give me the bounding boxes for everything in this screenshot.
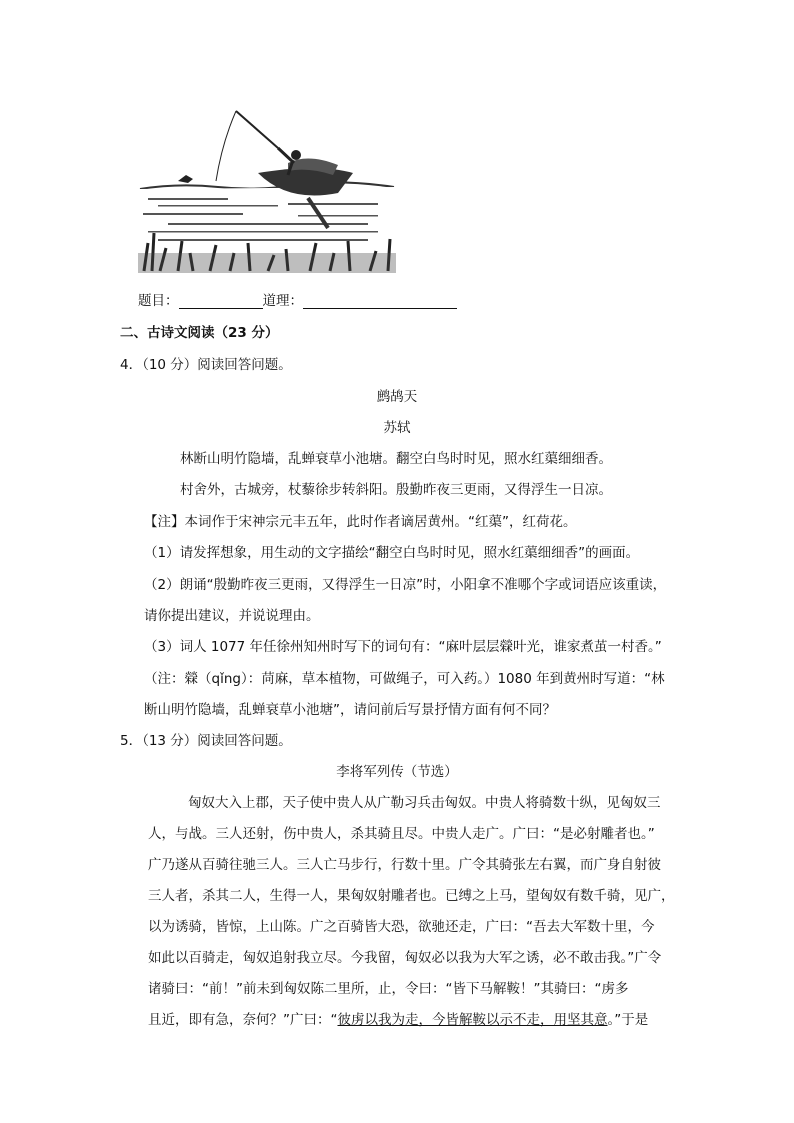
reason-blank[interactable] [303,294,457,309]
q4-sub3-line1: （3）词人 1077 年任徐州知州时写下的词句有：“麻叶层层檾叶光，谁家煮茧一村香。” [144,639,662,655]
q4-sub1: （1）请发挥想象，用生动的文字描绘“翻空白鸟时时见，照水红蕖细细香”的画面。 [144,545,640,561]
passage-line: 诸骑曰：“前！”前未到匈奴陈二里所，止，令曰：“皆下马解鞍！”其骑曰：“虏多 [148,981,629,997]
fishing-illustration [138,103,396,273]
passage-line: 以为诱骑，皆惊，上山陈。广之百骑皆大恐，欲驰还走，广曰：“吾去大军数十里，今 [148,919,655,935]
passage-title: 李将军列传（节选） [336,764,458,780]
section-heading: 二、古诗文阅读（23 分） [120,325,279,341]
poem-title: 鹧鸪天 [376,389,418,405]
passage-last-line [148,1008,648,1028]
underlined-sentence: 彼虏以我为走，今皆解鞍以示不走，用坚其意 [337,1012,608,1028]
title-label: 题目： [138,293,179,309]
q4-sub3-line2: （注：檾（qǐng）：苘麻，草本植物，可做绳子，可入药。）1080 年到黄州时写道：“林 [144,671,665,687]
passage-text: 且近，即有急，奈何？”广曰：“ [148,1012,338,1028]
passage-line: 广乃遂从百骑往驰三人。三人亡马步行，行数十里。广令其骑张左右翼，而广身自射彼 [148,857,661,873]
poem-note: 【注】本词作于宋神宗元丰五年，此时作者谪居黄州。“红蕖”，红荷花。 [144,514,577,530]
q4-sub3-line3: 断山明竹隐墙，乱蝉衰草小池塘”，请问前后写景抒情方面有何不同？ [144,702,556,718]
passage-line: 匈奴大入上郡，天子使中贵人从广勒习兵击匈奴。中贵人将骑数十纵，见匈奴三 [188,795,661,811]
q4-sub2-line2: 请你提出建议，并说说理由。 [144,608,320,624]
title-blank[interactable] [179,294,263,309]
passage-line: 如此以百骑走，匈奴追射我立尽。今我留，匈奴必以我为大军之诱，必不敢击我。”广令 [148,950,662,966]
poem-author: 苏轼 [383,420,411,436]
q5-header: 5．（13 分）阅读回答问题。 [120,733,292,749]
q3-answer-row [138,289,457,309]
q4-header: 4．（10 分）阅读回答问题。 [120,357,292,373]
passage-line: 三人者，杀其二人，生得一人，果匈奴射雕者也。已缚之上马，望匈奴有数千骑，见广， [148,888,675,904]
reason-label: 道理： [262,293,303,309]
poem-line-1: 林断山明竹隐墙，乱蝉衰草小池塘。翻空白鸟时时见，照水红蕖细细香。 [180,451,612,467]
passage-text: 。”于是 [607,1012,649,1028]
passage-line: 人，与战。三人还射，伤中贵人，杀其骑且尽。中贵人走广。广曰：“是必射雕者也。” [148,826,655,842]
q4-sub2-line1: （2）朗诵“殷勤昨夜三更雨，又得浮生一日凉”时，小阳拿不准哪个字或词语应该重读， [144,577,667,593]
poem-line-2: 村舍外，古城旁，杖藜徐步转斜阳。殷勤昨夜三更雨，又得浮生一日凉。 [180,482,612,498]
